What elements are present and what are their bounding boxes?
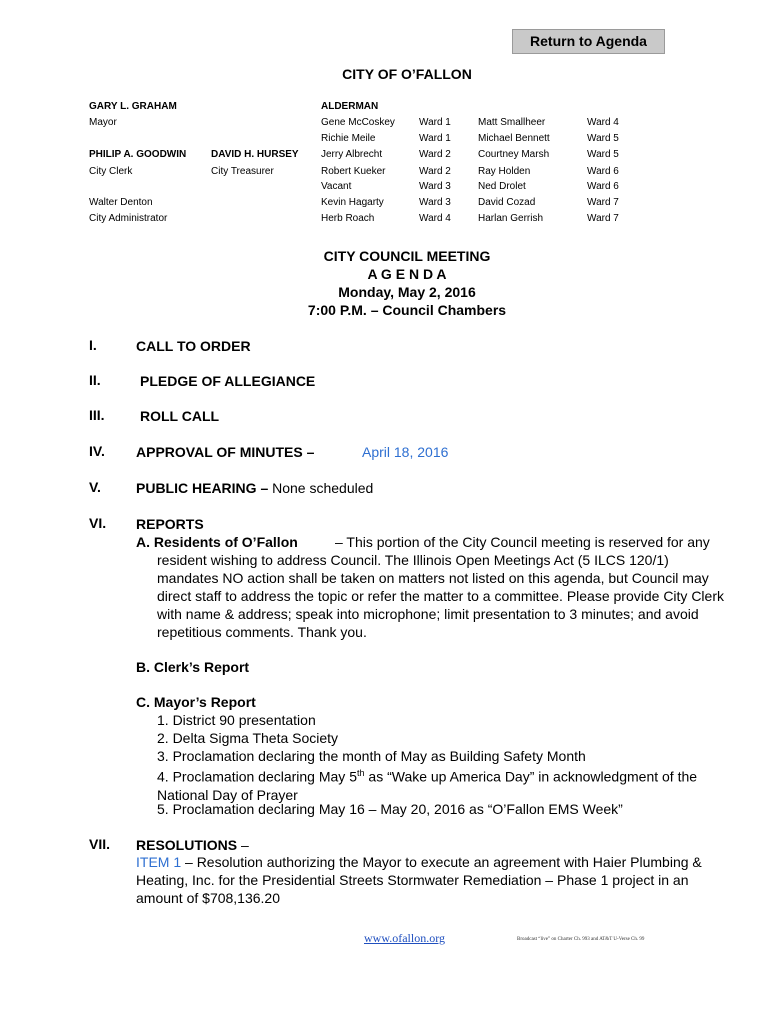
section-number: II. [89, 372, 101, 388]
alderman-name: Herb Roach [321, 213, 375, 224]
admin-title: City Administrator [89, 213, 168, 224]
alderman-ward: Ward 1 [419, 117, 451, 128]
section-resolutions [136, 836, 249, 854]
section-public-hearing [136, 479, 373, 497]
alderman-name: Matt Smallheer [478, 117, 546, 128]
alderman-ward: Ward 7 [587, 197, 619, 208]
alderman-ward: Ward 5 [587, 149, 619, 160]
mayor-report-item: 5. Proclamation declaring May 16 – May 20, 2016 as “O’Fallon EMS Week” [157, 801, 623, 817]
alderman-heading: ALDERMAN [321, 101, 379, 112]
section-approval-of-minutes: APPROVAL OF MINUTES – [136, 444, 315, 460]
website-link[interactable]: www.ofallon.org [364, 931, 445, 945]
section-number: IV. [89, 443, 105, 459]
item4-text-start: 4. Proclamation declaring May 5 [157, 768, 357, 785]
mayor-report-item: 2. Delta Sigma Theta Society [157, 730, 339, 746]
item-1-link[interactable]: ITEM 1 [136, 854, 182, 870]
alderman-ward: Ward 3 [419, 197, 451, 208]
alderman-name: Vacant [321, 181, 352, 192]
alderman-name: Ray Holden [478, 166, 531, 177]
meeting-time-place: 7:00 P.M. – Council Chambers [307, 302, 507, 318]
alderman-name: Gene McCoskey [321, 117, 395, 128]
resolutions-label: RESOLUTIONS [136, 837, 238, 853]
clerk-title: City Clerk [89, 166, 133, 177]
return-to-agenda-button[interactable]: Return to Agenda [512, 29, 665, 54]
section-number: III. [89, 407, 105, 423]
alderman-ward: Ward 1 [419, 133, 451, 144]
alderman-ward: Ward 4 [419, 213, 451, 224]
alderman-name: Kevin Hagarty [321, 197, 384, 208]
alderman-name: Michael Bennett [478, 133, 550, 144]
section-roll-call: ROLL CALL [140, 408, 220, 424]
residents-paragraph: – This portion of the City Council meeting is reserved for any resident wishing to address Council. The Illinois Open Meetings Act (5 ILCS 120/1) mandates NO action shall be taken on matters not listed on this agenda, but Council may direct staff to address the topic or refer the matter to a committee. Please provide City Clerk with name & address; speak into microphone; limit presentation to 3 minutes; and avoid repetitious comments. Thank you. [157, 534, 724, 640]
alderman-ward: Ward 7 [587, 213, 619, 224]
alderman-ward: Ward 6 [587, 166, 619, 177]
minutes-april-18-link[interactable]: April 18, 2016 [362, 444, 449, 460]
alderman-ward: Ward 2 [419, 166, 451, 177]
broadcast-note: Broadcast “live” on Charter Ch. 993 and AT&T U-Verse Ch. 99 [517, 937, 645, 942]
section-number: V. [89, 479, 101, 495]
section-number: VII. [89, 836, 111, 852]
section-number: VI. [89, 515, 107, 531]
item-1-text: – Resolution authorizing the Mayor to execute an agreement with Haier Plumbing & Heating, Inc. for the Presidential Streets Stormwater Remediation – Phase 1 project in an amount of $708,136.20 [136, 854, 702, 906]
alderman-name: Harlan Gerrish [478, 213, 544, 224]
resolutions-dash: – [237, 837, 249, 853]
alderman-name: Jerry Albrecht [321, 149, 383, 160]
resolution-item-1 [136, 853, 726, 907]
mayor-report-item [157, 764, 727, 804]
section-pledge: PLEDGE OF ALLEGIANCE [140, 373, 316, 389]
item4-superscript: th [357, 768, 365, 778]
alderman-ward: Ward 5 [587, 133, 619, 144]
alderman-name: David Cozad [478, 197, 536, 208]
public-hearing-label: PUBLIC HEARING – [136, 480, 269, 496]
alderman-name: Courtney Marsh [478, 149, 550, 160]
mayor-name: GARY L. GRAHAM [89, 101, 177, 112]
alderman-ward: Ward 2 [419, 149, 451, 160]
public-hearing-status: None scheduled [268, 480, 374, 496]
treasurer-title: City Treasurer [211, 166, 274, 177]
clerk-name: PHILIP A. GOODWIN [89, 149, 187, 160]
mayor-report-item: 3. Proclamation declaring the month of May as Building Safety Month [157, 748, 586, 764]
meeting-date: Monday, May 2, 2016 [338, 284, 476, 300]
treasurer-name: DAVID H. HURSEY [211, 149, 299, 160]
alderman-name: Robert Kueker [321, 166, 386, 177]
report-a-label: A. Residents of O’Fallon [136, 534, 298, 550]
alderman-ward: Ward 4 [587, 117, 619, 128]
alderman-name: Richie Meile [321, 133, 376, 144]
clerks-report: B. Clerk’s Report [136, 659, 250, 675]
alderman-ward: Ward 6 [587, 181, 619, 192]
mayor-report-item: 1. District 90 presentation [157, 712, 316, 728]
mayor-title: Mayor [89, 117, 117, 128]
alderman-ward: Ward 3 [419, 181, 451, 192]
mayors-report: C. Mayor’s Report [136, 694, 256, 710]
meeting-title: CITY COUNCIL MEETING [323, 248, 491, 264]
agenda-heading: A G E N D A [367, 266, 447, 282]
section-reports: REPORTS [136, 516, 204, 532]
city-title: CITY OF O’FALLON [342, 66, 472, 82]
admin-name: Walter Denton [89, 197, 153, 208]
section-number: I. [89, 337, 97, 353]
alderman-name: Ned Drolet [478, 181, 526, 192]
item4-text-end: as “Wake up America Day” in acknowledgment of the National Day of Prayer [157, 768, 698, 803]
section-call-to-order: CALL TO ORDER [136, 338, 251, 354]
